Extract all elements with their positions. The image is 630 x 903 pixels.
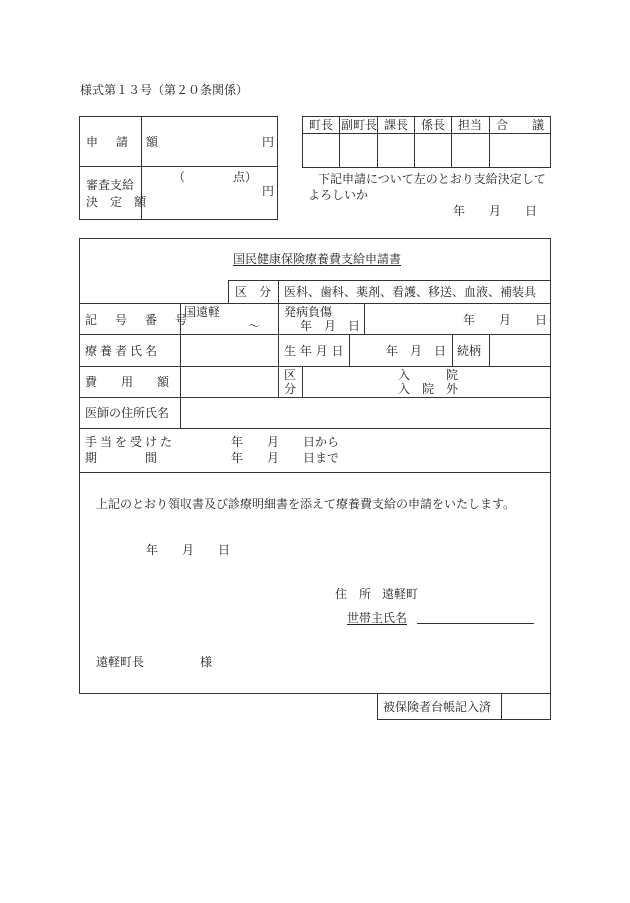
approval-date: 年 月 日 <box>453 204 538 218</box>
birth-date-label: 生 年 月 日 <box>284 344 344 358</box>
doctor-address-label: 医師の住所氏名 <box>85 406 170 420</box>
birth-date-field[interactable]: 年 月 日 <box>386 344 447 358</box>
period-from[interactable]: 年 月 日から <box>231 435 340 449</box>
approval-col-deputy-mayor: 副町長 <box>341 118 378 132</box>
form-number: 様式第１３号（第２０条関係） <box>80 83 249 97</box>
approval-col-consultation: 合 議 <box>496 118 545 132</box>
householder-name-line[interactable] <box>417 623 534 624</box>
approval-note-line2: よろしいか <box>308 188 369 202</box>
onset-date-inline: 年 月 日 <box>300 319 361 333</box>
approval-col-subsection-chief: 係長 <box>421 118 446 132</box>
yen-label-1: 円 <box>262 135 275 149</box>
registry-label: 被保険者台帳記入済 <box>383 700 492 714</box>
honorific: 様 <box>200 655 213 669</box>
symbol-number-tilde: 〜 <box>248 319 261 333</box>
declaration-text: 上記のとおり領収書及び診療明細書を添えて療養費支給の申請をいたします。 <box>96 497 516 511</box>
applied-amount-label: 申 請 額 <box>86 135 162 149</box>
address-value[interactable]: 遠軽町 <box>382 587 419 601</box>
points-field[interactable]: （ 点） <box>173 170 258 184</box>
householder-name-label: 世帯主氏名 <box>347 611 408 625</box>
period-label-1: 手当を受けた <box>85 435 176 449</box>
kubun-options[interactable]: 医科、歯科、薬剤、看護、移送、血液、補装具 <box>284 285 537 299</box>
review-amount-label-1: 審査支給 <box>86 178 135 192</box>
category-label-2: 分 <box>284 382 297 396</box>
relation-label: 続柄 <box>457 344 482 358</box>
approval-col-staff: 担当 <box>458 118 483 132</box>
declaration-date[interactable]: 年 月 日 <box>146 543 231 557</box>
inpatient-option[interactable]: 入 院 <box>398 368 459 382</box>
period-label-2: 期 間 <box>85 451 158 465</box>
registry-stamp-cell[interactable] <box>502 694 550 719</box>
patient-name-label: 療養者氏名 <box>85 344 161 358</box>
approval-col-mayor: 町長 <box>309 118 334 132</box>
onset-label: 発病負傷 <box>284 305 333 319</box>
symbol-number-label: 記 号 番 号 <box>85 313 191 327</box>
onset-date-field[interactable]: 年 月 日 <box>463 313 548 327</box>
approval-note-line1: 下記申請について左のとおり支給決定して <box>318 172 546 186</box>
symbol-number-value[interactable]: 国遠軽 <box>184 305 221 319</box>
addressee: 遠軽町長 <box>96 655 145 669</box>
cost-label: 費 用 額 <box>85 375 170 389</box>
period-to[interactable]: 年 月 日まで <box>231 451 340 465</box>
address-label: 住 所 <box>335 587 372 601</box>
review-amount-label-2: 決 定 額 <box>86 195 147 209</box>
approval-col-section-chief: 課長 <box>384 118 409 132</box>
yen-label-2: 円 <box>262 184 275 198</box>
outpatient-option[interactable]: 入 院 外 <box>398 382 459 396</box>
category-label-1: 区 <box>284 368 297 382</box>
kubun-label: 区 分 <box>235 285 272 299</box>
form-title: 国民健康保険療養費支給申請書 <box>233 252 402 266</box>
